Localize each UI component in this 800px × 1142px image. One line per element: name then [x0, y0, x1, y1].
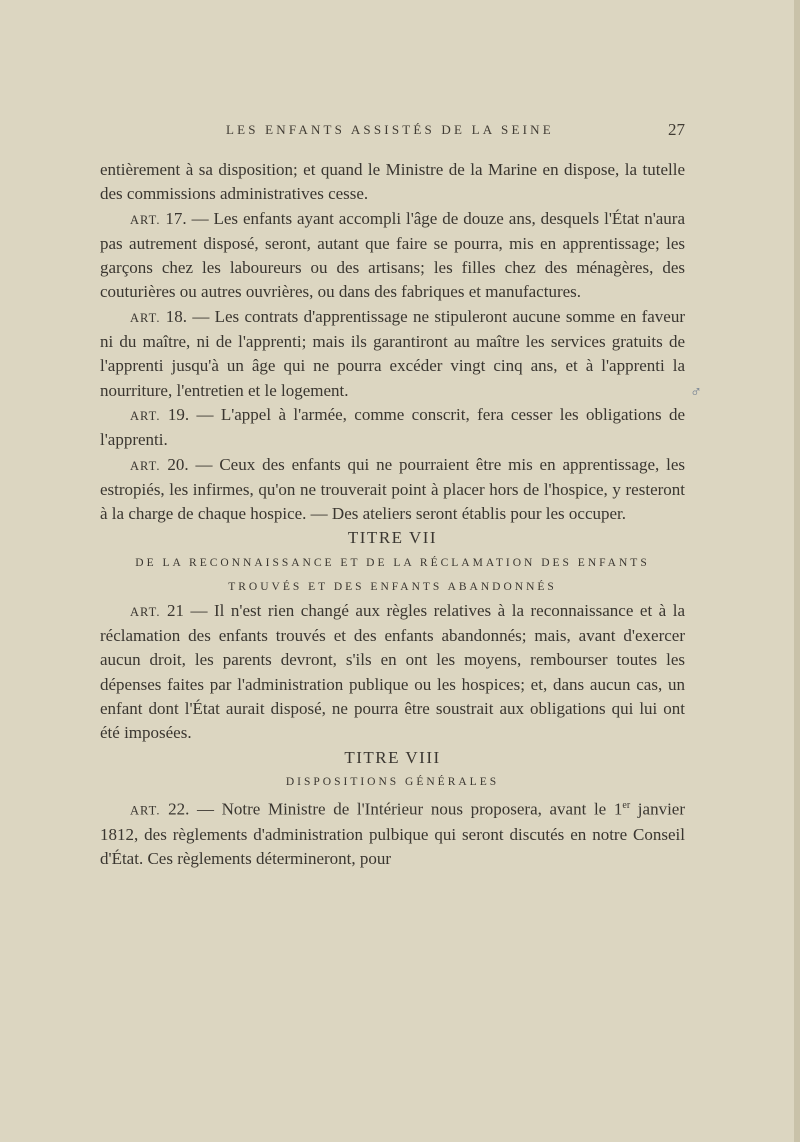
paragraph: entièrement à sa disposition; et quand le Ministre de la Marine en dispose, la tutelle des commissions administratives cesse. — [100, 160, 685, 204]
article-20 — [100, 453, 685, 527]
titre-vii-subtitle: DE LA RECONNAISSANCE ET DE LA RÉCLAMATION DES ENFANTS TROUVÉS ET DES ENFANTS ABANDONNÉS — [135, 556, 650, 593]
article-label: ART. — [130, 458, 161, 473]
running-title: LES ENFANTS ASSISTÉS DE LA SEINE — [226, 122, 554, 137]
titre-viii-subtitle: DISPOSITIONS GÉNÉRALES — [285, 775, 500, 788]
titre-vii-heading: TITRE VII — [347, 528, 438, 548]
article-17 — [100, 207, 685, 305]
article-text: 19. — L'appel à l'armée, comme conscrit, fera cesser les obligations de l'apprenti. — [100, 404, 686, 450]
margin-annotation: ♂ — [690, 384, 702, 401]
page-edge — [794, 0, 800, 1142]
article-22: ART. 22. — Notre Ministre de l'Intérieur nous proposera, avant le 1er janvier 1812, des règlements d'administration pulbique qui seront discutés en notre Conseil d'État. Ces règlements détermineront, pour — [100, 799, 685, 869]
article-21 — [100, 599, 685, 746]
running-header — [100, 122, 690, 144]
titre-viii-heading: TITRE VIII — [344, 747, 441, 767]
article-text: 20. — Ceux des enfants qui ne pourraient être mis en apprentissage, les estropiés, les infirmes, qu'on ne trouverait point à placer hors de l'hospice, y resteront à la charge de chaque hospice. — Des ateliers seront établis pour les occuper. — [100, 454, 685, 524]
article-label: ART. — [130, 212, 161, 227]
page-body — [100, 158, 685, 871]
article-label: ART. — [130, 310, 161, 325]
article-text: 17. — Les enfants ayant accompli l'âge de douze ans, desquels l'État n'aura pas autrement disposé, seront, autant que faire se pourra, mis en apprentissage; les garçons chez les laboureurs ou des artisans; les filles chez des ménagères, des couturières ou autres ouvrières, ou dans des fabriques et manufactures. — [100, 208, 686, 302]
article-text: 21 — Il n'est rien changé aux règles relatives à la reconnaissance et à la réclamation des enfants trouvés et des enfants abandonnés; mais, avant d'exercer aucun droit, les parents devront, s'ils en ont les moyens, rembourser toutes les dépenses faites par l'administration publique ou les hospices; et, dans aucun cas, un enfant dont l'État aurait disposé, ne pourra être soustrait aux obligations qui lui ont été imposées. — [100, 600, 686, 743]
article-label: ART. — [130, 604, 161, 619]
page-number: 27 — [668, 120, 685, 139]
article-18 — [100, 305, 685, 403]
article-label: ART. — [130, 803, 161, 818]
article-text: 18. — Les contrats d'apprentissage ne stipuleront aucune somme en faveur ni du maître, ni de l'apprenti; mais ils garantiront au maître les services gratuits de l'apprenti jusqu'à un âge qui ne pourra excéder vingt cinq ans, et à l'apprenti la nourriture, l'entretien et le logement. — [100, 306, 686, 400]
article-19 — [100, 403, 685, 453]
article-label: ART. — [130, 408, 161, 423]
